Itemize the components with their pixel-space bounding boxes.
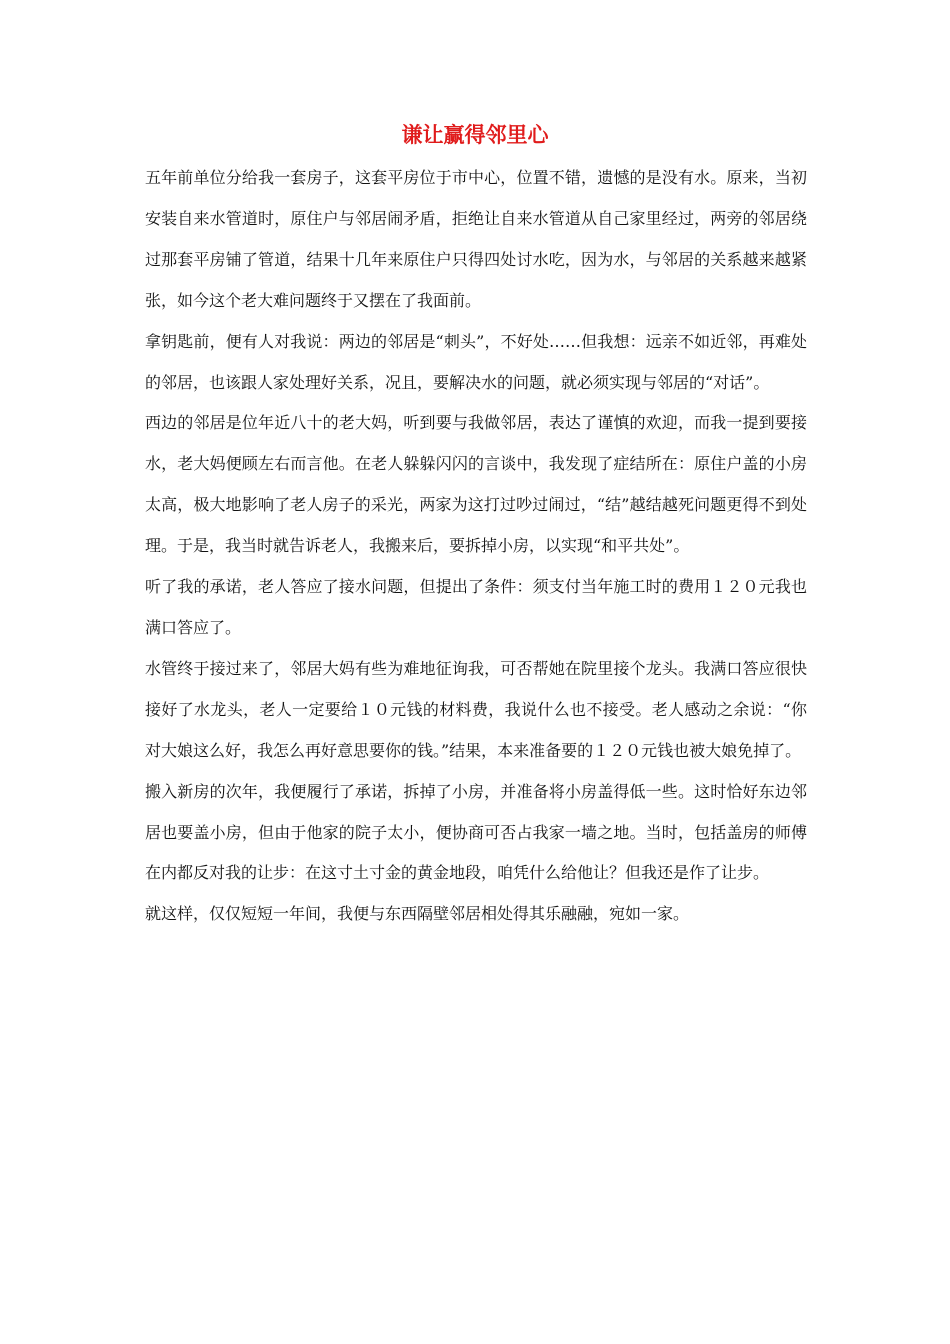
paragraph-3: 西边的邻居是位年近八十的老大妈，听到要与我做邻居，表达了谨慎的欢迎，而我一提到要接水，老大妈便顾左右而言他。在老人躲躲闪闪的言谈中，我发现了症结所在：原住户盖的小房太高，极大地影响了老人房子的采光，两家为这打过吵过闹过，“结”越结越死问题更得不到处理。于是，我当时就告诉老人，我搬来后，要拆掉小房，以实现“和平共处”。 [145,413,807,556]
paragraph-7: 就这样，仅仅短短一年间，我便与东西隔壁邻居相处得其乐融融，宛如一家。 [145,904,690,924]
paragraph-2: 拿钥匙前，便有人对我说：两边的邻居是“刺头”，不好处……但我想：远亲不如近邻，再难处的邻居，也该跟人家处理好关系，况且，要解决水的问题，就必须实现与邻居的“对话”。 [145,331,807,392]
paragraph-5: 水管终于接过来了，邻居大妈有些为难地征询我，可否帮她在院里接个龙头。我满口答应很快接好了水龙头，老人一定要给１０元钱的材料费，我说什么也不接受。老人感动之余说：“你对大娘这么好，我怎么再好意思要你的钱。”结果，本来准备要的１２０元钱也被大娘免掉了。 [145,658,807,760]
document-body [145,158,807,935]
paragraph-1: 五年前单位分给我一套房子，这套平房位于市中心，位置不错，遗憾的是没有水。原来，当初安装自来水管道时，原住户与邻居闹矛盾，拒绝让自来水管道从自己家里经过，两旁的邻居绕过那套平房铺了管道，结果十几年来原住户只得四处讨水吃，因为水，与邻居的关系越来越紧张，如今这个老大难问题终于又摆在了我面前。 [145,168,807,310]
paragraph-4: 听了我的承诺，老人答应了接水问题，但提出了条件：须支付当年施工时的费用１２０元我也满口答应了。 [145,577,807,637]
paragraph-6: 搬入新房的次年，我便履行了承诺，拆掉了小房，并准备将小房盖得低一些。这时恰好东边邻居也要盖小房，但由于他家的院子太小，便协商可否占我家一墙之地。当时，包括盖房的师傅在内都反对我的让步：在这寸土寸金的黄金地段，咱凭什么给他让？但我还是作了让步。 [145,781,807,883]
document-title: 谦让赢得邻里心 [401,123,549,147]
